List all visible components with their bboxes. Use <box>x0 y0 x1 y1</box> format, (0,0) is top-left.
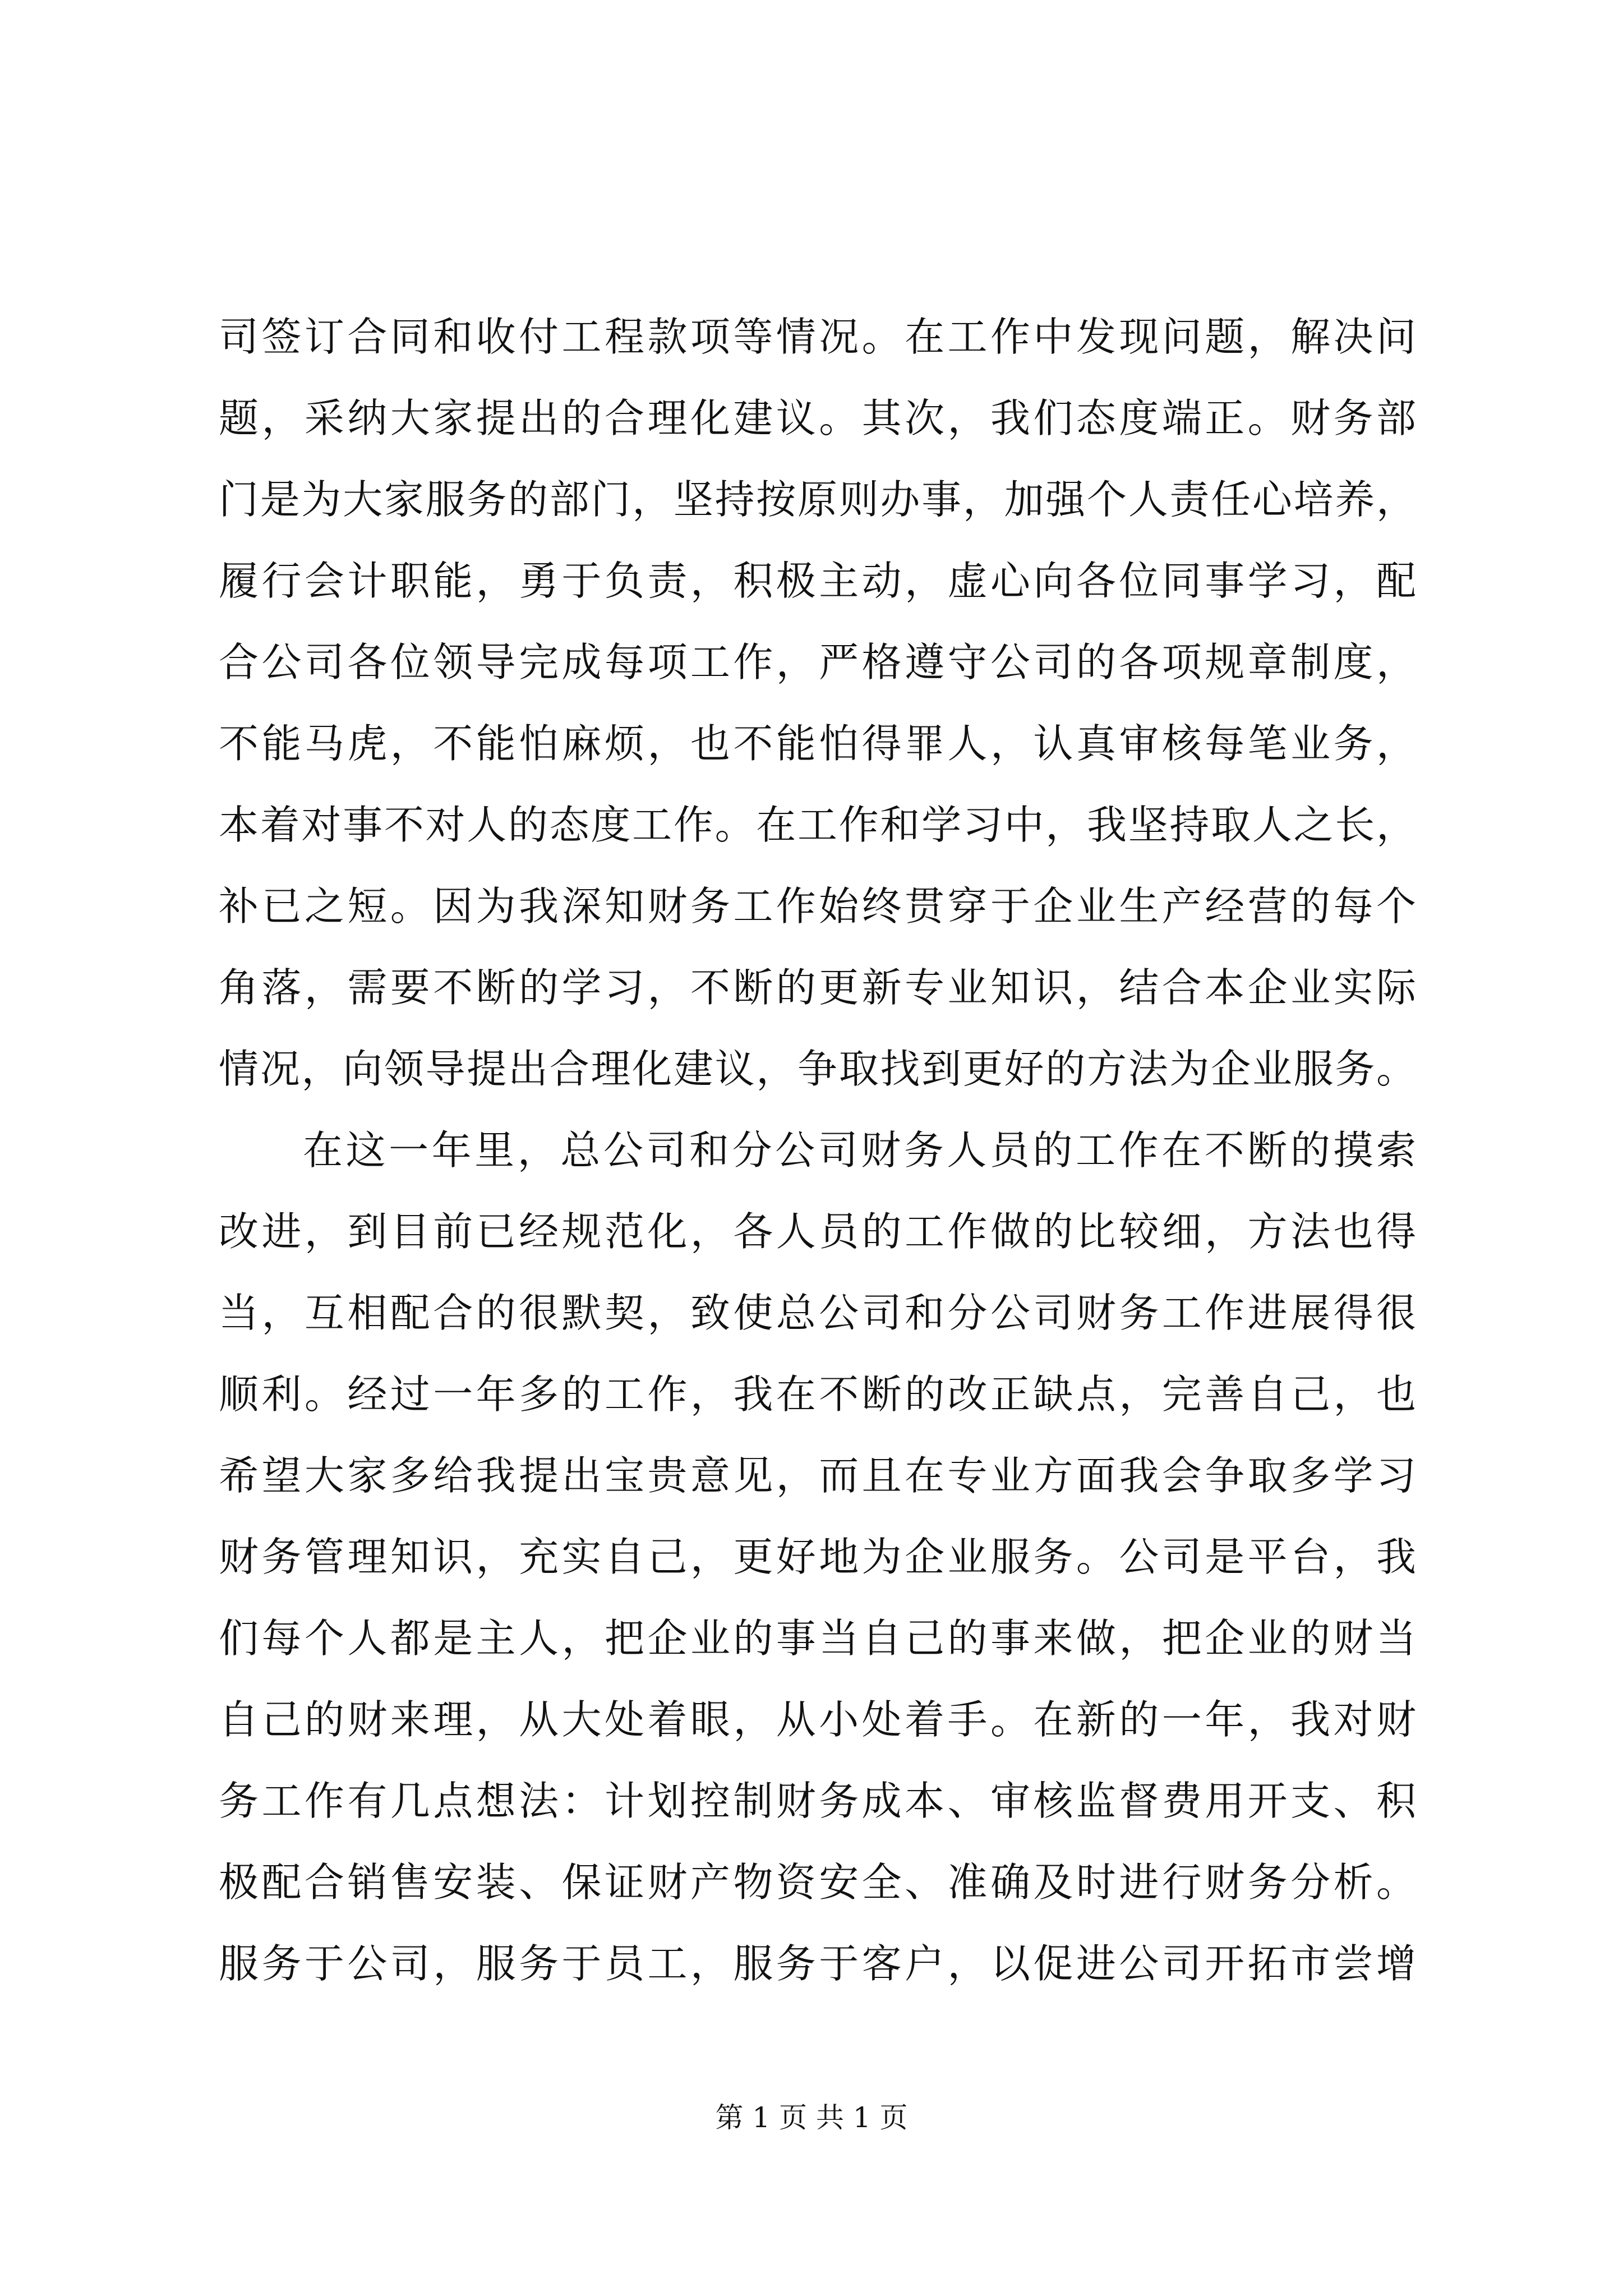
text-line: 合公司各位领导完成每项工作，严格遵守公司的各项规章制度， <box>219 639 1416 685</box>
text-line: 角落，需要不断的学习，不断的更新专业知识，结合本企业实际 <box>219 964 1416 1011</box>
text-line: 门是为大家服务的部门，坚持按原则办事，加强个人责任心培养， <box>219 476 1416 523</box>
text-line: 财务管理知识，充实自己，更好地为企业服务。公司是平台，我 <box>219 1534 1416 1580</box>
text-line: 不能马虎，不能怕麻烦，也不能怕得罪人，认真审核每笔业务， <box>219 720 1416 767</box>
text-line: 本着对事不对人的态度工作。在工作和学习中，我坚持取人之长， <box>219 802 1416 848</box>
text-line: 自己的财来理，从大处着眼，从小处着手。在新的一年，我对财 <box>219 1696 1416 1743</box>
text-line: 司签订合同和收付工程款项等情况。在工作中发现问题，解决问 <box>219 314 1416 360</box>
text-line: 们每个人都是主人，把企业的事当自己的事来做，把企业的财当 <box>219 1615 1416 1662</box>
text-line: 补已之短。因为我深知财务工作始终贯穿于企业生产经营的每个 <box>219 883 1416 930</box>
text-line: 希望大家多给我提出宝贵意见，而且在专业方面我会争取多学习 <box>219 1452 1416 1499</box>
text-line: 极配合销售安装、保证财产物资安全、准确及时进行财务分析。 <box>219 1859 1416 1906</box>
text-line: 情况，向领导提出合理化建议，争取找到更好的方法为企业服务。 <box>219 1046 1416 1092</box>
paragraph-first-line: 在这一年里，总公司和分公司财务人员的工作在不断的摸索 <box>303 1127 1416 1174</box>
text-line: 改进，到目前已经规范化，各人员的工作做的比较细，方法也得 <box>219 1208 1416 1255</box>
body-text <box>219 296 1416 2004</box>
text-line: 顺利。经过一年多的工作，我在不断的改正缺点，完善自己，也 <box>219 1371 1416 1418</box>
text-line: 当，互相配合的很默契，致使总公司和分公司财务工作进展得很 <box>219 1290 1416 1336</box>
text-line: 履行会计职能，勇于负责，积极主动，虚心向各位同事学习，配 <box>219 558 1416 604</box>
text-line: 服务于公司，服务于员工，服务于客户，以促进公司开拓市尝增 <box>219 1940 1416 1987</box>
page-footer: 第 1 页 共 1 页 <box>715 2101 908 2134</box>
text-line: 务工作有几点想法：计划控制财务成本、审核监督费用开支、积 <box>219 1778 1416 1824</box>
text-line: 题，采纳大家提出的合理化建议。其次，我们态度端正。财务部 <box>219 395 1416 441</box>
